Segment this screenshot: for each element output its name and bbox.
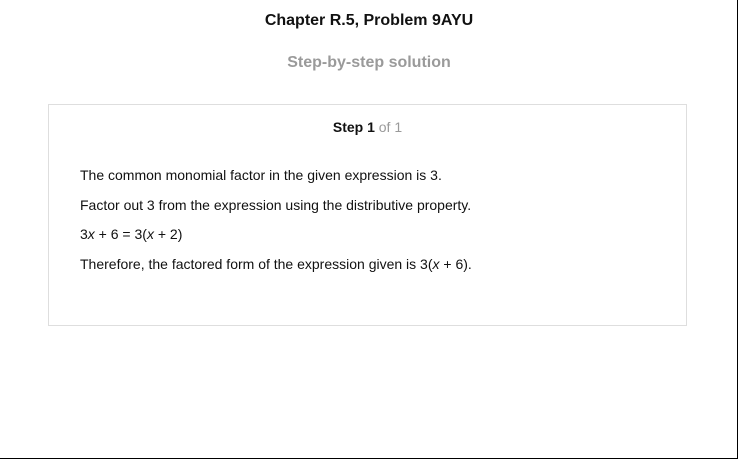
equation-part: + 6 = 3( xyxy=(94,226,147,242)
solution-subtitle: Step-by-step solution xyxy=(287,54,451,71)
step-count: of 1 xyxy=(378,119,403,135)
variable-x: x xyxy=(87,226,95,242)
solution-line-3 xyxy=(80,226,472,256)
step-content xyxy=(80,167,472,285)
conclusion-text: + 6). xyxy=(439,255,472,272)
chapter-title: Chapter R.5, Problem 9AYU xyxy=(264,12,474,29)
equation-part: + 2) xyxy=(153,226,183,242)
solution-line-2: Factor out 3 from the expression using the distributive property. xyxy=(80,196,472,213)
step-label: Step 1 xyxy=(332,119,375,135)
solution-line-4 xyxy=(80,256,472,286)
solution-line-1: The common monomial factor in the given expression is 3. xyxy=(80,167,442,183)
step-card xyxy=(48,104,687,326)
conclusion-text: Therefore, the factored form of the expression given is 3( xyxy=(80,255,433,272)
variable-x: x xyxy=(432,255,440,272)
equation-part: 3 xyxy=(80,226,88,242)
step-header xyxy=(49,119,686,135)
variable-x: x xyxy=(146,226,154,242)
